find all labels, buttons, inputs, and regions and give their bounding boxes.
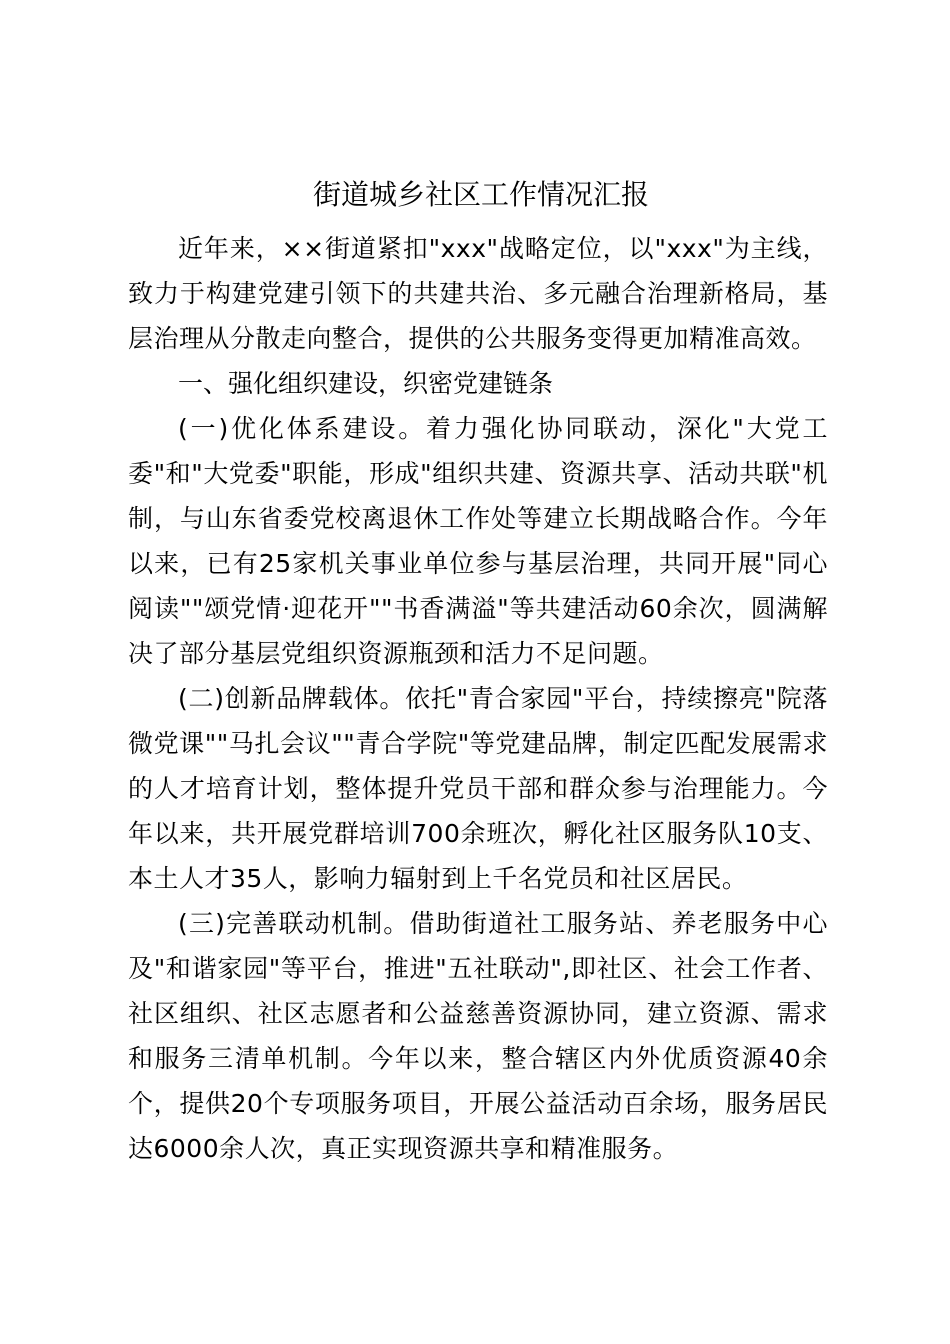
paragraph-brand-innovation: (二)创新品牌载体。依托"青合家园"平台，持续擦亮"院落微党课""马扎会议""青合学院"等党建品牌，制定匹配发展需求的人才培育计划，整体提升党员干部和群众参与治理能力。今年以来，共开展党群培训700余班次，孵化社区服务队10支、本土人才35人，影响力辐射到上千名党员和社区居民。 (128, 684, 828, 893)
paragraph-linkage-mechanism: (三)完善联动机制。借助街道社工服务站、养老服务中心及"和谐家园"等平台，推进"五社联动",即社区、社会工作者、社区组织、社区志愿者和公益慈善资源协同，建立资源、需求和服务三清单机制。今年以来，整合辖区内外优质资源40余个，提供20个专项服务项目，开展公益活动百余场，服务居民达6000余人次，真正实现资源共享和精准服务。 (128, 909, 828, 1163)
paragraph-system-building: (一)优化体系建设。着力强化协同联动，深化"大党工委"和"大党委"职能，形成"组织共建、资源共享、活动共联"机制，与山东省委党校离退休工作处等建立长期战略合作。今年以来，已有25家机关事业单位参与基层治理，共同开展"同心阅读""颂党情·迎花开""书香满溢"等共建活动60余次，圆满解决了部分基层党组织资源瓶颈和活力不足问题。 (128, 414, 828, 668)
section-heading: 一、强化组织建设，织密党建链条 (178, 369, 554, 398)
document-title: 街道城乡社区工作情况汇报 (312, 178, 649, 211)
intro-paragraph: 近年来，××街道紧扣"xxx"战略定位，以"xxx"为主线，致力于构建党建引领下的共建共治、多元融合治理新格局，基层治理从分散走向整合，提供的公共服务变得更加精准高效。 (128, 234, 828, 353)
document-page (128, 170, 828, 1171)
